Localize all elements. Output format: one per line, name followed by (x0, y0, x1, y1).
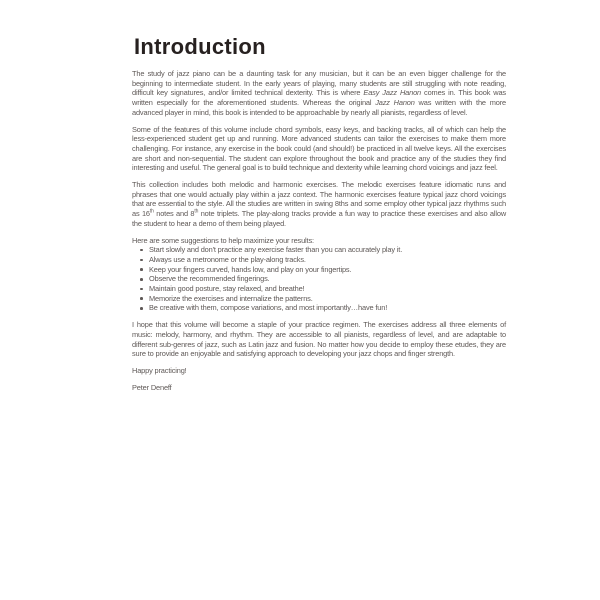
list-item-text: Memorize the exercises and internalize the patterns. (149, 293, 313, 303)
list-item (132, 294, 506, 304)
suggestions-list (132, 245, 506, 313)
book-page (132, 36, 506, 399)
text-run: The study of jazz piano can be a daunting task for any musician, but it can be an even bigger challenge for the beginning to intermediate student. In the early years of playing, many students are still struggling with note reading, difficult key signatures, and/or limited technical dexterity. This is where (132, 69, 506, 98)
bullet-dot (140, 288, 143, 291)
list-item (132, 303, 506, 313)
text-run: comes in. This book was written especially for the aforementioned students. Whereas the original (132, 88, 506, 108)
suggestions-intro: Here are some suggestions to help maximize your results: (132, 235, 314, 245)
text-run: was written with the more advanced player in mind, this book is intended to be approachable by nearly all pianists, regardless of level. (132, 98, 506, 117)
bullet-dot (140, 268, 143, 271)
paragraph-3 (132, 180, 506, 229)
list-item-text: Observe the recommended fingerings. (149, 274, 270, 284)
book-title-easy-jazz-hanon: Easy Jazz Hanon (363, 88, 421, 98)
ordinal-superscript: th (194, 208, 199, 215)
bullet-dot (140, 259, 143, 262)
page-title: Introduction (134, 34, 266, 59)
text-run: This collection includes both melodic and harmonic exercises. The melodic exercises feature idiomatic runs and phrases that one would actually play within a jazz context. The harmonic exercises feature typical jazz chord voicings that are essential to the style. All the studies are written in swing 8ths and some employ other typical jazz rhythms such as 16 (132, 180, 506, 219)
closing-line: Happy practicing! (132, 365, 187, 375)
paragraph-4: I hope that this volume will become a staple of your practice regimen. The exercises address all three elements of music: melody, harmony, and rhythm. They are accessible to all pianists, regardless of level, and are adaptable to different sub-genres of jazz, such as Latin jazz and fusion. No matter how you decide to employ these etudes, they are sure to provide an enjoyable and satisfying approach to developing your jazz chops and finger strength. (132, 320, 506, 359)
list-item-text: Always use a metronome or the play-along tracks. (149, 254, 306, 264)
list-item-text: Be creative with them, compose variations, and most importantly…have fun! (149, 303, 388, 313)
author-signature: Peter Deneff (132, 382, 172, 392)
list-item (132, 245, 506, 255)
list-item (132, 284, 506, 294)
text-run: note triplets. The play-along tracks provide a fun way to practice these exercises and also allow the student to hear a demo of them being played. (132, 209, 507, 228)
bullet-dot (140, 307, 143, 310)
list-item-text: Start slowly and don't practice any exercise faster than you can accurately play it. (149, 245, 403, 255)
bullet-dot (140, 297, 143, 300)
list-item-text: Maintain good posture, stay relaxed, and breathe! (149, 284, 305, 294)
paragraph-1 (132, 69, 506, 118)
list-item (132, 274, 506, 284)
bullet-dot (140, 249, 143, 252)
ordinal-superscript: th (149, 208, 154, 215)
book-title-jazz-hanon: Jazz Hanon (375, 98, 415, 108)
text-run: notes and 8 (153, 209, 195, 219)
list-item (132, 265, 506, 275)
list-item-text: Keep your fingers curved, hands low, and play on your fingertips. (149, 264, 352, 274)
paragraph-2: Some of the features of this volume include chord symbols, easy keys, and backing tracks, all of which can help the less-experienced student get up and running. More advanced students can tailor the exercises to make them more challenging. For instance, any exercise in the book could (and should!) be practiced in all twelve keys. All the exercises are short and non-sequential. The student can explore throughout the book and practice any of the studies they find interesting and useful. The general goal is to build technique and dexterity while learning chord voicings and jazz feel. (132, 124, 506, 173)
bullet-dot (140, 278, 143, 281)
list-item (132, 255, 506, 265)
